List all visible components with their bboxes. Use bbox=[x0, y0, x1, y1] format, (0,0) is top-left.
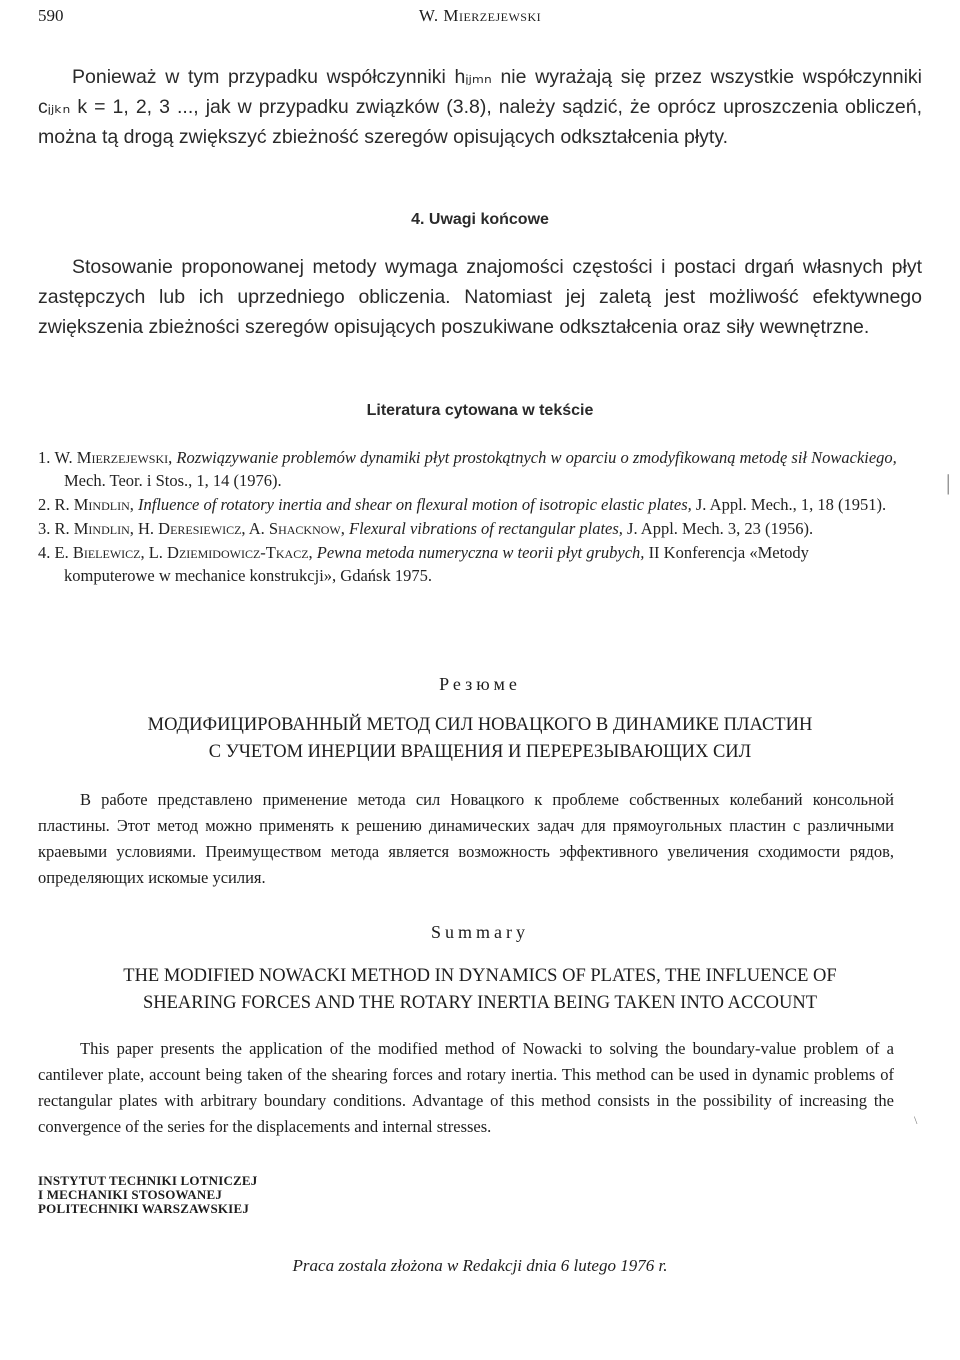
summary-title-line-1: THE MODIFIED NOWACKI METHOD IN DYNAMICS OF PLATES, THE INFLUENCE OF bbox=[123, 966, 837, 986]
summary-abstract: This paper presents the application of the modified method of Nowacki to solving the boundary-value problem of a cantilever plate, account being taken of the shearing forces and rotary inertia. This method can be used in dynamic problems of rectangular plates with arbitrary boundary conditions. Advantage of this method consists in the possibility of increasing the convergence of the series for the displacements and internal stresses. bbox=[38, 1039, 894, 1136]
reference-authors: R. Mindlin, bbox=[54, 495, 134, 514]
section-4-heading: 4. Uwagi końcowe bbox=[411, 211, 549, 228]
institute-affiliation bbox=[38, 1174, 258, 1216]
literature-heading: Literatura cytowana w tekście bbox=[366, 402, 594, 419]
reference-item bbox=[38, 446, 900, 492]
resume-title-line-2: С УЧЕТОМ ИНЕРЦИИ ВРАЩЕНИЯ И ПЕРЕРЕЗЫВАЮЩИХ СИЛ bbox=[208, 742, 752, 762]
intro-paragraph: Ponieważ w tym przypadku współczynniki hᵢⱼₘₙ nie wyrażają się przez wszystkie współczynniki cᵢⱼₖₙ k = 1, 2, 3 ..., jak w przypadku związków (3.8), należy sądzić, że oprócz uproszczenia obliczeń, można tą drogą zwiększyć zbieżność szeregów opisujących odkształcenia płyty. bbox=[38, 66, 922, 148]
reference-source: J. Appl. Mech., 1, 18 (1951). bbox=[695, 495, 887, 514]
reference-number: 3. bbox=[38, 519, 51, 538]
received-date-note: Praca zostala złożona w Redakcji dnia 6 lutego 1976 r. bbox=[292, 1256, 668, 1275]
summary-title-line-2: SHEARING FORCES AND THE ROTARY INERTIA BEING TAKEN INTO ACCOUNT bbox=[142, 993, 818, 1013]
reference-title: Pewna metoda numeryczna w teorii płyt grubych, bbox=[316, 543, 645, 562]
running-head-author: W. Mierzejewski bbox=[418, 6, 542, 25]
conclusions-paragraph: Stosowanie proponowanej metody wymaga znajomości częstości i postaci drgań własnych płyt zastępczych lub ich uprzedniego obliczenia. Natomiast jej zaletą jest możliwość efektywnego zwiększenia zbieżności szeregów opisujących poszukiwane odkształcenia oraz siły wewnętrzne. bbox=[38, 256, 922, 338]
reference-source: Mech. Teor. i Stos., 1, 14 (1976). bbox=[64, 471, 282, 490]
reference-number: 1. bbox=[38, 448, 51, 467]
page-number: 590 bbox=[38, 6, 64, 25]
reference-item bbox=[38, 541, 900, 587]
summary-label: Summary bbox=[431, 922, 529, 942]
resume-title-line-1: МОДИФИЦИРОВАННЫЙ МЕТОД СИЛ НОВАЦКОГО В ДИНАМИКЕ ПЛАСТИН bbox=[147, 715, 813, 735]
reference-number: 2. bbox=[38, 495, 51, 514]
reference-authors: E. Bielewicz, L. Dziemidowicz-Tkacz, bbox=[54, 543, 313, 562]
reference-list bbox=[38, 446, 900, 588]
resume-abstract: В работе представлено применение метода сил Новацкого к проблеме собственных колебаний консольной пластины. Этот метод можно применять к решению динамических задач для прямоугольных пластин с различными краевыми условиями. Преимуществом метода является возможность эффективного увеличения сходимости рядов, определяющих искомые усилия. bbox=[38, 790, 894, 887]
scan-mark: \ bbox=[914, 1113, 918, 1127]
institute-line-3: POLITECHNIKI WARSZAWSKIEJ bbox=[38, 1201, 250, 1216]
reference-number: 4. bbox=[38, 543, 51, 562]
reference-source: II Konferencja «Metody komputerowe w mechanice konstrukcji», Gdańsk 1975. bbox=[64, 543, 809, 585]
summary-title bbox=[38, 963, 922, 1017]
reference-title: Flexural vibrations of rectangular plates, bbox=[349, 519, 623, 538]
reference-item bbox=[38, 493, 900, 516]
reference-title: Influence of rotatory inertia and shear on flexural motion of isotropic elastic plates, bbox=[138, 495, 692, 514]
reference-item bbox=[38, 517, 900, 540]
scan-mark: | bbox=[946, 470, 951, 495]
reference-authors: W. Mierzejewski, bbox=[54, 448, 173, 467]
institute-line-2: I MECHANIKI STOSOWANEJ bbox=[38, 1187, 223, 1202]
reference-source: J. Appl. Mech. 3, 23 (1956). bbox=[627, 519, 814, 538]
running-head bbox=[38, 6, 922, 30]
reference-title: Rozwiązywanie problemów dynamiki płyt prostokątnych w oparciu o zmodyfikowaną metodę sił Nowackiego, bbox=[176, 448, 897, 467]
resume-title bbox=[38, 712, 922, 766]
institute-line-1: INSTYTUT TECHNIKI LOTNICZEJ bbox=[38, 1173, 258, 1188]
reference-authors: R. Mindlin, H. Deresiewicz, A. Shacknow, bbox=[54, 519, 345, 538]
resume-label: Резюме bbox=[439, 674, 521, 694]
